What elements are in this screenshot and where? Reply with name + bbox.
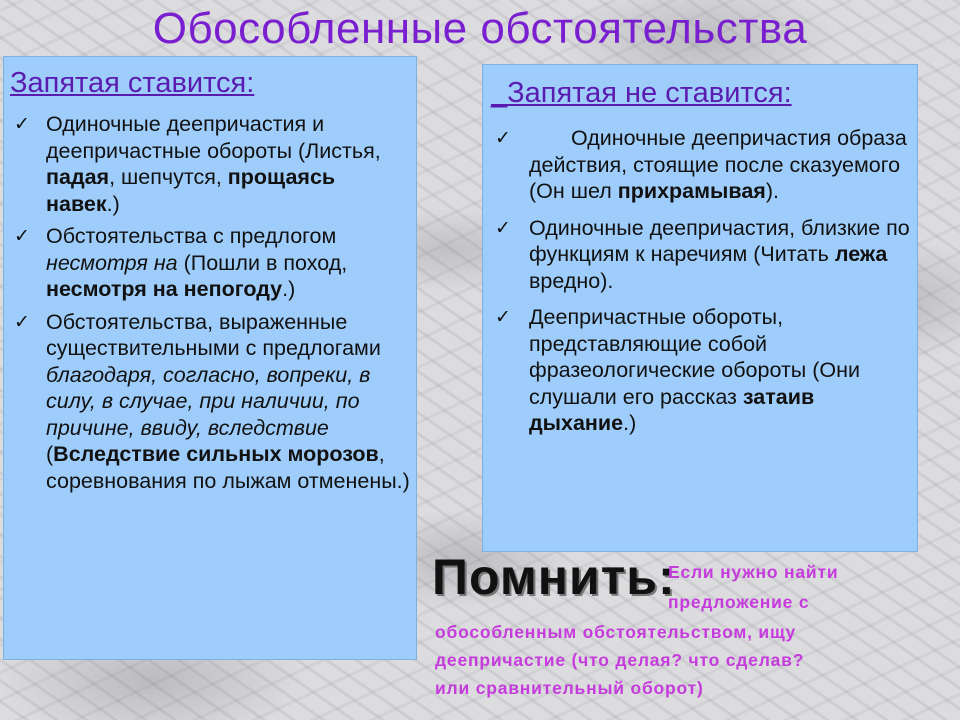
text-segment: , шепчутся, [109,165,228,189]
checkmark-icon: ✓ [14,310,30,333]
text-segment: затаив дыхание [529,384,815,435]
text-segment: Обстоятельства, выраженные существительными с предлогами [46,309,381,360]
list-item [8,223,412,303]
text-segment: благодаря, согласно, вопреки, в силу, в случае, при наличии, по причине, ввиду, вследствие [46,362,371,440]
text-segment: прощаясь навек [46,165,336,216]
rules-list-comma-not-used [491,125,915,447]
panel-heading-comma-used: Запятая ставится: [10,67,255,99]
checkmark-icon: ✓ [495,306,511,328]
text-segment: Обстоятельства с предлогом [46,224,337,248]
text-segment: прихрамывая [617,179,766,203]
panel-comma-used [3,56,417,660]
text-segment: Одиночные деепричастия, близкие по функциям к наречиям (Читать [529,215,910,266]
remember-note-line: Если нужно найти [668,562,839,582]
page-title: Обособленные обстоятельства [152,4,808,53]
list-item [8,111,412,217]
remember-note-line: обособленным обстоятельством, ищу [435,622,797,642]
text-segment: Деепричастные обороты, представляющие собой фразеологические обороты (Они слушали его рассказ [529,305,860,409]
remember-note-line: предложение с [668,592,810,612]
list-item [491,125,915,205]
text-segment: ( [46,442,54,466]
text-segment: Одиночные деепричастия и деепричастные обороты (Листья, [46,112,381,163]
checkmark-icon: ✓ [495,127,511,149]
checkmark-icon: ✓ [14,113,30,135]
checkmark-icon: ✓ [14,225,30,247]
checkmark-icon: ✓ [495,216,511,239]
text-segment: падая [46,165,110,189]
text-segment: несмотря на [46,250,178,275]
remember-note-line: деепричастие (что делая? что сделав? [435,650,805,670]
text-segment: , соревнования по лыжам отменены.) [46,442,410,493]
text-segment: .) [623,411,637,435]
list-item [491,304,915,437]
text-segment: ). [765,179,779,203]
text-segment: вредно). [529,268,614,293]
text-segment: (Пошли в поход, [177,250,348,275]
remember-label: Помнить: [432,549,676,605]
text-segment: .) [106,191,120,216]
text-segment: Одиночные деепричастия образа действия, стоящие после сказуемого (Он шел [529,126,907,203]
rules-list-comma-used [8,111,412,500]
text-segment: лежа [834,242,888,266]
panel-comma-not-used [482,64,918,552]
text-segment: .) [282,277,296,301]
remember-note-line: или сравнительный оборот) [435,678,704,698]
list-item [8,309,412,495]
text-segment: несмотря на непогоду [46,277,283,301]
text-segment: Вследствие сильных морозов [53,442,379,466]
list-item [491,215,915,295]
panel-heading-comma-not-used: _Запятая не ставится: [491,77,792,109]
